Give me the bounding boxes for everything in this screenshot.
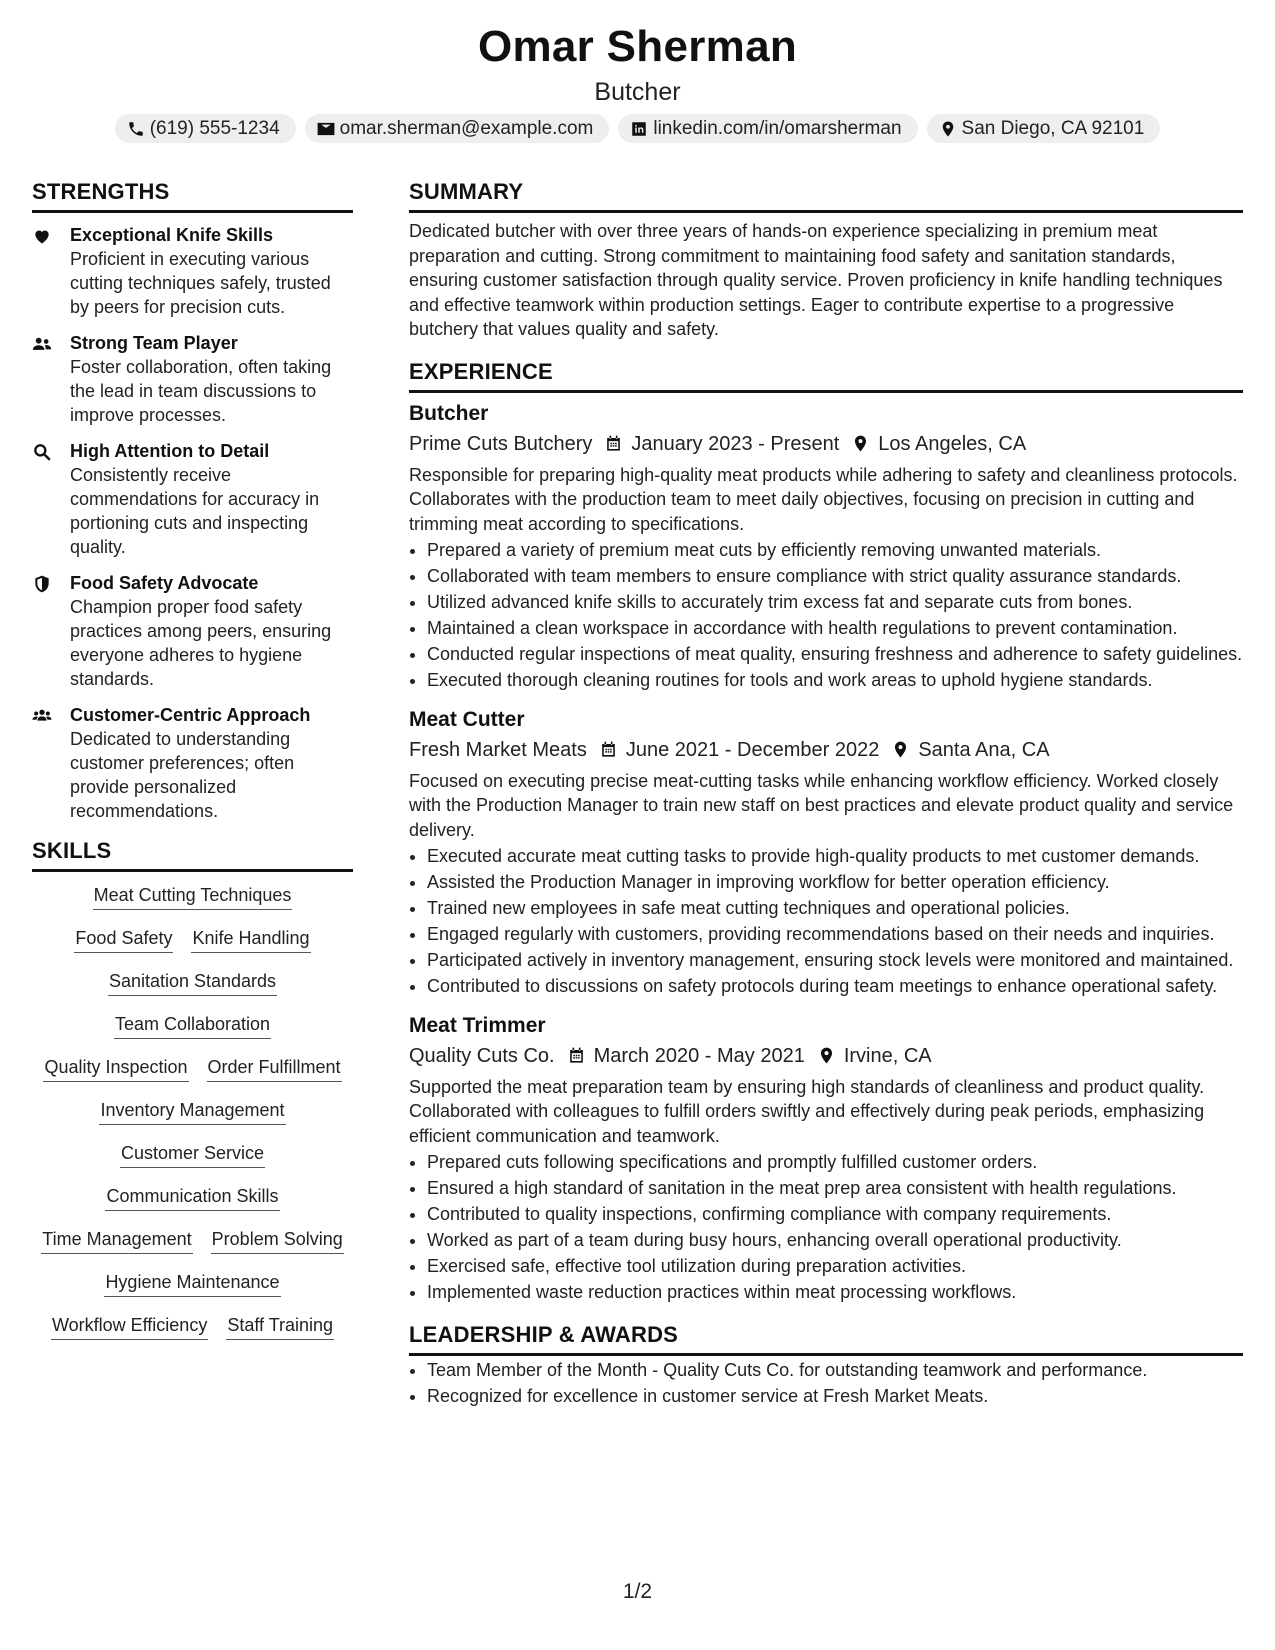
strengths-list: [32, 223, 353, 823]
skill-tag: Meat Cutting Techniques: [93, 882, 293, 910]
job-description: Focused on executing precise meat-cutting tasks while enhancing workflow efficiency. Worked closely with the Production Manager to train new staff on best practices and elevate product quality and service delivery.: [409, 770, 1234, 840]
email-contact[interactable]: [305, 114, 610, 143]
job-dates: January 2023 - Present: [631, 432, 840, 455]
contact-bar: [0, 114, 1275, 143]
skill-tag: Communication Skills: [105, 1183, 279, 1211]
calendar-icon: [599, 740, 618, 759]
list-item: • Team Member of the Month - Quality Cuts Co. for outstanding teamwork and performance.: [427, 1358, 1243, 1383]
envelope-icon: [317, 120, 335, 138]
skills-list: [32, 882, 353, 1340]
list-item: • Assisted the Production Manager in improving workflow for better operation efficiency.: [427, 870, 1243, 895]
experience-heading: EXPERIENCE: [409, 356, 1243, 393]
list-item: • Exercised safe, effective tool utilization during preparation activities.: [427, 1254, 1243, 1279]
job-meta: [409, 429, 1243, 459]
awards-heading: LEADERSHIP & AWARDS: [409, 1319, 1243, 1356]
job-bullets: [409, 538, 1243, 693]
job-entry: [409, 1011, 1243, 1305]
strength-desc: Champion proper food safety practices among peers, ensuring everyone adheres to hygiene standards.: [70, 597, 332, 689]
email-text: omar.sherman@example.com: [339, 117, 594, 139]
phone-contact[interactable]: [115, 114, 296, 143]
search-icon: [32, 442, 52, 462]
list-item: • Contributed to quality inspections, confirming compliance with company requirements.: [427, 1202, 1243, 1227]
job-title: Meat Trimmer: [409, 1013, 546, 1037]
skill-tag: Inventory Management: [99, 1097, 285, 1125]
left-column: [32, 176, 353, 1340]
strength-item: [32, 703, 353, 823]
company-name: Quality Cuts Co.: [409, 1044, 555, 1067]
summary-heading: SUMMARY: [409, 176, 1243, 213]
strength-desc: Dedicated to understanding customer preferences; often provide personalized recommendations.: [70, 729, 295, 821]
linkedin-icon: [630, 120, 648, 138]
list-item: • Utilized advanced knife skills to accurately trim excess fat and separate cuts from bones.: [427, 590, 1243, 615]
candidate-role: Butcher: [594, 78, 681, 106]
skills-heading: SKILLS: [32, 835, 353, 872]
map-pin-icon: [851, 434, 870, 453]
skill-tag: Team Collaboration: [114, 1011, 271, 1039]
list-item: • Collaborated with team members to ensure compliance with strict quality assurance standards.: [427, 564, 1243, 589]
strength-item: [32, 223, 353, 319]
strength-item: [32, 439, 353, 559]
list-item: • Maintained a clean workspace in accordance with health regulations to prevent contamination.: [427, 616, 1243, 641]
job-entry: [409, 705, 1243, 999]
job-meta: [409, 1041, 1243, 1071]
job-entry: [409, 399, 1243, 693]
list-item: • Engaged regularly with customers, providing recommendations based on their needs and inquiries.: [427, 922, 1243, 947]
strength-desc: Proficient in executing various cutting techniques safely, trusted by peers for precision cuts.: [70, 249, 331, 317]
linkedin-text: linkedin.com/in/omarsherman: [653, 117, 902, 139]
shield-icon: [32, 574, 52, 594]
resume-header: [0, 18, 1275, 108]
phone-text: (619) 555-1234: [149, 117, 280, 139]
list-item: • Prepared cuts following specifications and promptly fulfilled customer orders.: [427, 1150, 1243, 1175]
skill-tag: Workflow Efficiency: [51, 1312, 208, 1340]
skill-tag: Customer Service: [120, 1140, 265, 1168]
strength-desc: Consistently receive commendations for accuracy in portioning cuts and inspecting quality.: [70, 465, 320, 557]
job-location: Santa Ana, CA: [918, 738, 1050, 761]
company-name: Fresh Market Meats: [409, 738, 587, 761]
strength-desc: Foster collaboration, often taking the lead in team discussions to improve processes.: [70, 357, 332, 425]
linkedin-contact[interactable]: [618, 114, 917, 143]
job-title: Meat Cutter: [409, 707, 525, 731]
list-item: • Conducted regular inspections of meat quality, ensuring freshness and adherence to safety guidelines.: [427, 642, 1243, 667]
job-dates: March 2020 - May 2021: [593, 1044, 805, 1067]
list-item: • Participated actively in inventory management, ensuring stock levels were monitored and maintained.: [427, 948, 1243, 973]
skill-tag: Staff Training: [226, 1312, 334, 1340]
list-item: • Trained new employees in safe meat cutting techniques and operational policies.: [427, 896, 1243, 921]
strengths-heading: STRENGTHS: [32, 176, 353, 213]
skill-tag: Order Fulfillment: [207, 1054, 342, 1082]
list-item: • Worked as part of a team during busy hours, enhancing overall operational productivity.: [427, 1228, 1243, 1253]
users-icon: [32, 706, 52, 726]
job-description: Supported the meat preparation team by ensuring high standards of cleanliness and product quality. Collaborated with colleagues to fulfill orders swiftly and effectively during peak periods, emphasizing efficient communication and teamwork.: [409, 1076, 1205, 1146]
calendar-icon: [567, 1046, 586, 1065]
map-pin-icon: [891, 740, 910, 759]
skill-tag: Hygiene Maintenance: [104, 1269, 280, 1297]
map-pin-icon: [939, 120, 957, 138]
strength-title: Strong Team Player: [70, 333, 238, 353]
company-name: Prime Cuts Butchery: [409, 432, 593, 455]
strength-title: Exceptional Knife Skills: [70, 225, 274, 245]
strength-title: Customer-Centric Approach: [70, 705, 311, 725]
skill-tag: Quality Inspection: [43, 1054, 188, 1082]
job-location: Los Angeles, CA: [878, 432, 1027, 455]
map-pin-icon: [817, 1046, 836, 1065]
list-item: • Executed accurate meat cutting tasks to provide high-quality products to met customer demands.: [427, 844, 1243, 869]
list-item: • Implemented waste reduction practices within meat processing workflows.: [427, 1280, 1243, 1305]
strength-title: High Attention to Detail: [70, 441, 270, 461]
user-group-icon: [32, 334, 52, 354]
skill-tag: Food Safety: [74, 925, 173, 953]
awards-list: [409, 1358, 1243, 1409]
list-item: • Recognized for excellence in customer service at Fresh Market Meats.: [427, 1384, 1243, 1409]
calendar-icon: [604, 434, 623, 453]
skill-tag: Problem Solving: [211, 1226, 344, 1254]
list-item: • Ensured a high standard of sanitation in the meat prep area consistent with health regulations.: [427, 1176, 1243, 1201]
phone-icon: [127, 120, 145, 138]
skills-section: [32, 835, 353, 1340]
job-bullets: [409, 844, 1243, 999]
strength-title: Food Safety Advocate: [70, 573, 259, 593]
strength-item: [32, 571, 353, 691]
job-meta: [409, 735, 1243, 765]
list-item: • Contributed to discussions on safety protocols during team meetings to enhance operational safety.: [427, 974, 1243, 999]
job-bullets: [409, 1150, 1243, 1305]
candidate-name: Omar Sherman: [477, 22, 798, 71]
list-item: • Executed thorough cleaning routines for tools and work areas to uphold hygiene standards.: [427, 668, 1243, 693]
heart-icon: [32, 226, 52, 246]
summary-text: Dedicated butcher with over three years of hands-on experience specializing in premium meat preparation and cutting. Strong commitment to maintaining food safety and sanitation standards, ensuring customer satisfaction through quality service. Proven proficiency in knife handling techniques and effective teamwork within production settings. Eager to contribute expertise to a progressive butchery that values quality and safety.: [409, 221, 1223, 339]
job-title: Butcher: [409, 401, 489, 425]
location-contact: [927, 114, 1161, 143]
job-location: Irvine, CA: [843, 1044, 932, 1067]
right-column: [409, 176, 1243, 1410]
location-text: San Diego, CA 92101: [961, 117, 1145, 139]
job-description: Responsible for preparing high-quality meat products while adhering to safety and cleanliness protocols. Collaborates with the production team to meet daily objectives, focusing on precision in cutting and trimming meat according to specifications.: [409, 464, 1238, 534]
skill-tag: Time Management: [41, 1226, 192, 1254]
skill-tag: Sanitation Standards: [108, 968, 277, 996]
job-dates: June 2021 - December 2022: [625, 738, 880, 761]
awards-section: [409, 1319, 1243, 1409]
page-number: 1/2: [622, 1580, 653, 1603]
strength-item: [32, 331, 353, 427]
experience-section: [409, 356, 1243, 1305]
skill-tag: Knife Handling: [191, 925, 310, 953]
list-item: • Prepared a variety of premium meat cuts by efficiently removing unwanted materials.: [427, 538, 1243, 563]
